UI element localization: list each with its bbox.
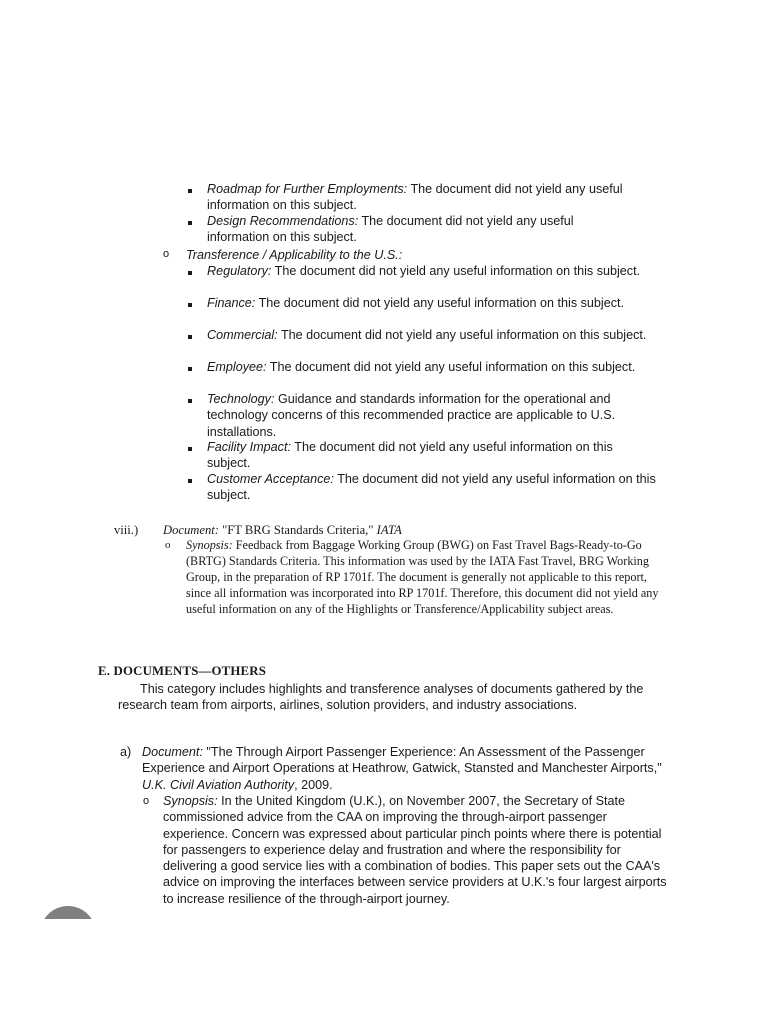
synopsis-label: Synopsis: xyxy=(163,794,218,808)
item-text: The document did not yield any useful information on this subject. xyxy=(207,182,623,213)
list-item-facility-impact xyxy=(207,439,647,472)
list-item-finance xyxy=(207,295,637,311)
doc-title: "FT BRG Standards Criteria," xyxy=(218,523,377,537)
synopsis-label: Synopsis: xyxy=(186,538,233,552)
doc-title: "The Through Airport Passenger Experience: An Assessment of the Passenger Experience and Airport Operations at Heathrow, Gatwick, Stansted and Manchester Airports," xyxy=(142,745,662,776)
hollow-bullet-marker: o xyxy=(163,248,170,260)
list-item-regulatory xyxy=(207,263,657,279)
bullet-marker xyxy=(188,399,192,403)
synopsis-paragraph xyxy=(186,538,668,618)
doc-year: , 2009. xyxy=(294,777,333,792)
section-intro xyxy=(118,681,664,714)
item-text: The document did not yield any useful information on this subject. xyxy=(266,360,636,374)
synopsis-text: Feedback from Baggage Working Group (BWG) on Fast Travel Bags-Ready-to-Go (BRTG) Standards Criteria. This information was used by the IATA Fast Travel, BRG Working Group, in the preparation of RP 1701f. The document is generally not applicable to this report, since all information was incorporated into RP 1701f. Therefore, this document did not yield any useful information on any of the Highlights or Transference/Applicability subject areas. xyxy=(186,538,659,616)
hollow-bullet-marker: o xyxy=(143,795,150,807)
item-label: Facility Impact: xyxy=(207,440,291,454)
item-text: The document did not yield any useful information on this subject. xyxy=(277,328,647,342)
intro-text: This category includes highlights and transference analyses of documents gathered by the research team from airports, airlines, solution providers, and industry associations. xyxy=(118,682,644,713)
document-citation xyxy=(163,522,663,538)
synopsis-text: In the United Kingdom (U.K.), on November 2007, the Secretary of State commissioned advice from the CAA on improving the through-airport passenger experience. Concern was expressed about particular pinch points where there is potential for passengers to experience delay and frustration and where the responsibility for delivering a good service lies with a combination of bodies. This paper sets out the CAA's advice on improving the interfaces between service providers at U.K.'s four largest airports to increase resilience of the through-airport journey. xyxy=(163,794,667,906)
doc-source: IATA xyxy=(376,523,402,537)
list-item-roadmap xyxy=(207,181,647,214)
item-label: Regulatory: xyxy=(207,264,272,278)
item-label: Technology: xyxy=(207,392,275,406)
item-label: Finance: xyxy=(207,296,256,310)
item-number: viii.) xyxy=(114,523,139,537)
list-item-employee xyxy=(207,359,647,375)
corner-mask xyxy=(30,919,110,949)
bullet-marker xyxy=(188,189,192,193)
item-label: Commercial: xyxy=(207,328,278,342)
item-label: Employee: xyxy=(207,360,267,374)
doc-source: U.K. Civil Aviation Authority xyxy=(142,777,295,792)
transference-heading: Transference / Applicability to the U.S.: xyxy=(186,248,403,262)
doc-label: Document: xyxy=(142,745,203,759)
bullet-marker xyxy=(188,367,192,371)
bullet-marker xyxy=(188,271,192,275)
synopsis-paragraph xyxy=(163,793,668,907)
list-item-design xyxy=(207,213,627,246)
bullet-marker xyxy=(188,447,192,451)
list-item-customer-acceptance xyxy=(207,471,665,504)
item-text: The document did not yield any useful information on this subject. xyxy=(207,440,613,471)
doc-label: Document: xyxy=(163,523,219,537)
item-text: Guidance and standards information for the operational and technology concerns of this recommended practice are applicable to U.S. installations. xyxy=(207,392,616,439)
section-heading: E. DOCUMENTS—OTHERS xyxy=(98,664,267,678)
document-citation xyxy=(142,744,662,793)
item-label: Roadmap for Further Employments: xyxy=(207,182,408,196)
bullet-marker xyxy=(188,303,192,307)
item-text: The document did not yield any useful information on this subject. xyxy=(207,214,574,245)
bullet-marker xyxy=(188,335,192,339)
bullet-marker xyxy=(188,479,192,483)
item-label: Customer Acceptance: xyxy=(207,472,334,486)
list-item-technology xyxy=(207,391,665,440)
item-text: The document did not yield any useful information on this subject. xyxy=(207,472,656,503)
item-text: The document did not yield any useful information on this subject. xyxy=(255,296,625,310)
hollow-bullet-marker: o xyxy=(165,539,171,551)
item-label: Design Recommendations: xyxy=(207,214,359,228)
bullet-marker xyxy=(188,221,192,225)
list-item-commercial xyxy=(207,327,657,343)
item-number: a) xyxy=(120,745,132,759)
item-text: The document did not yield any useful information on this subject. xyxy=(271,264,641,278)
